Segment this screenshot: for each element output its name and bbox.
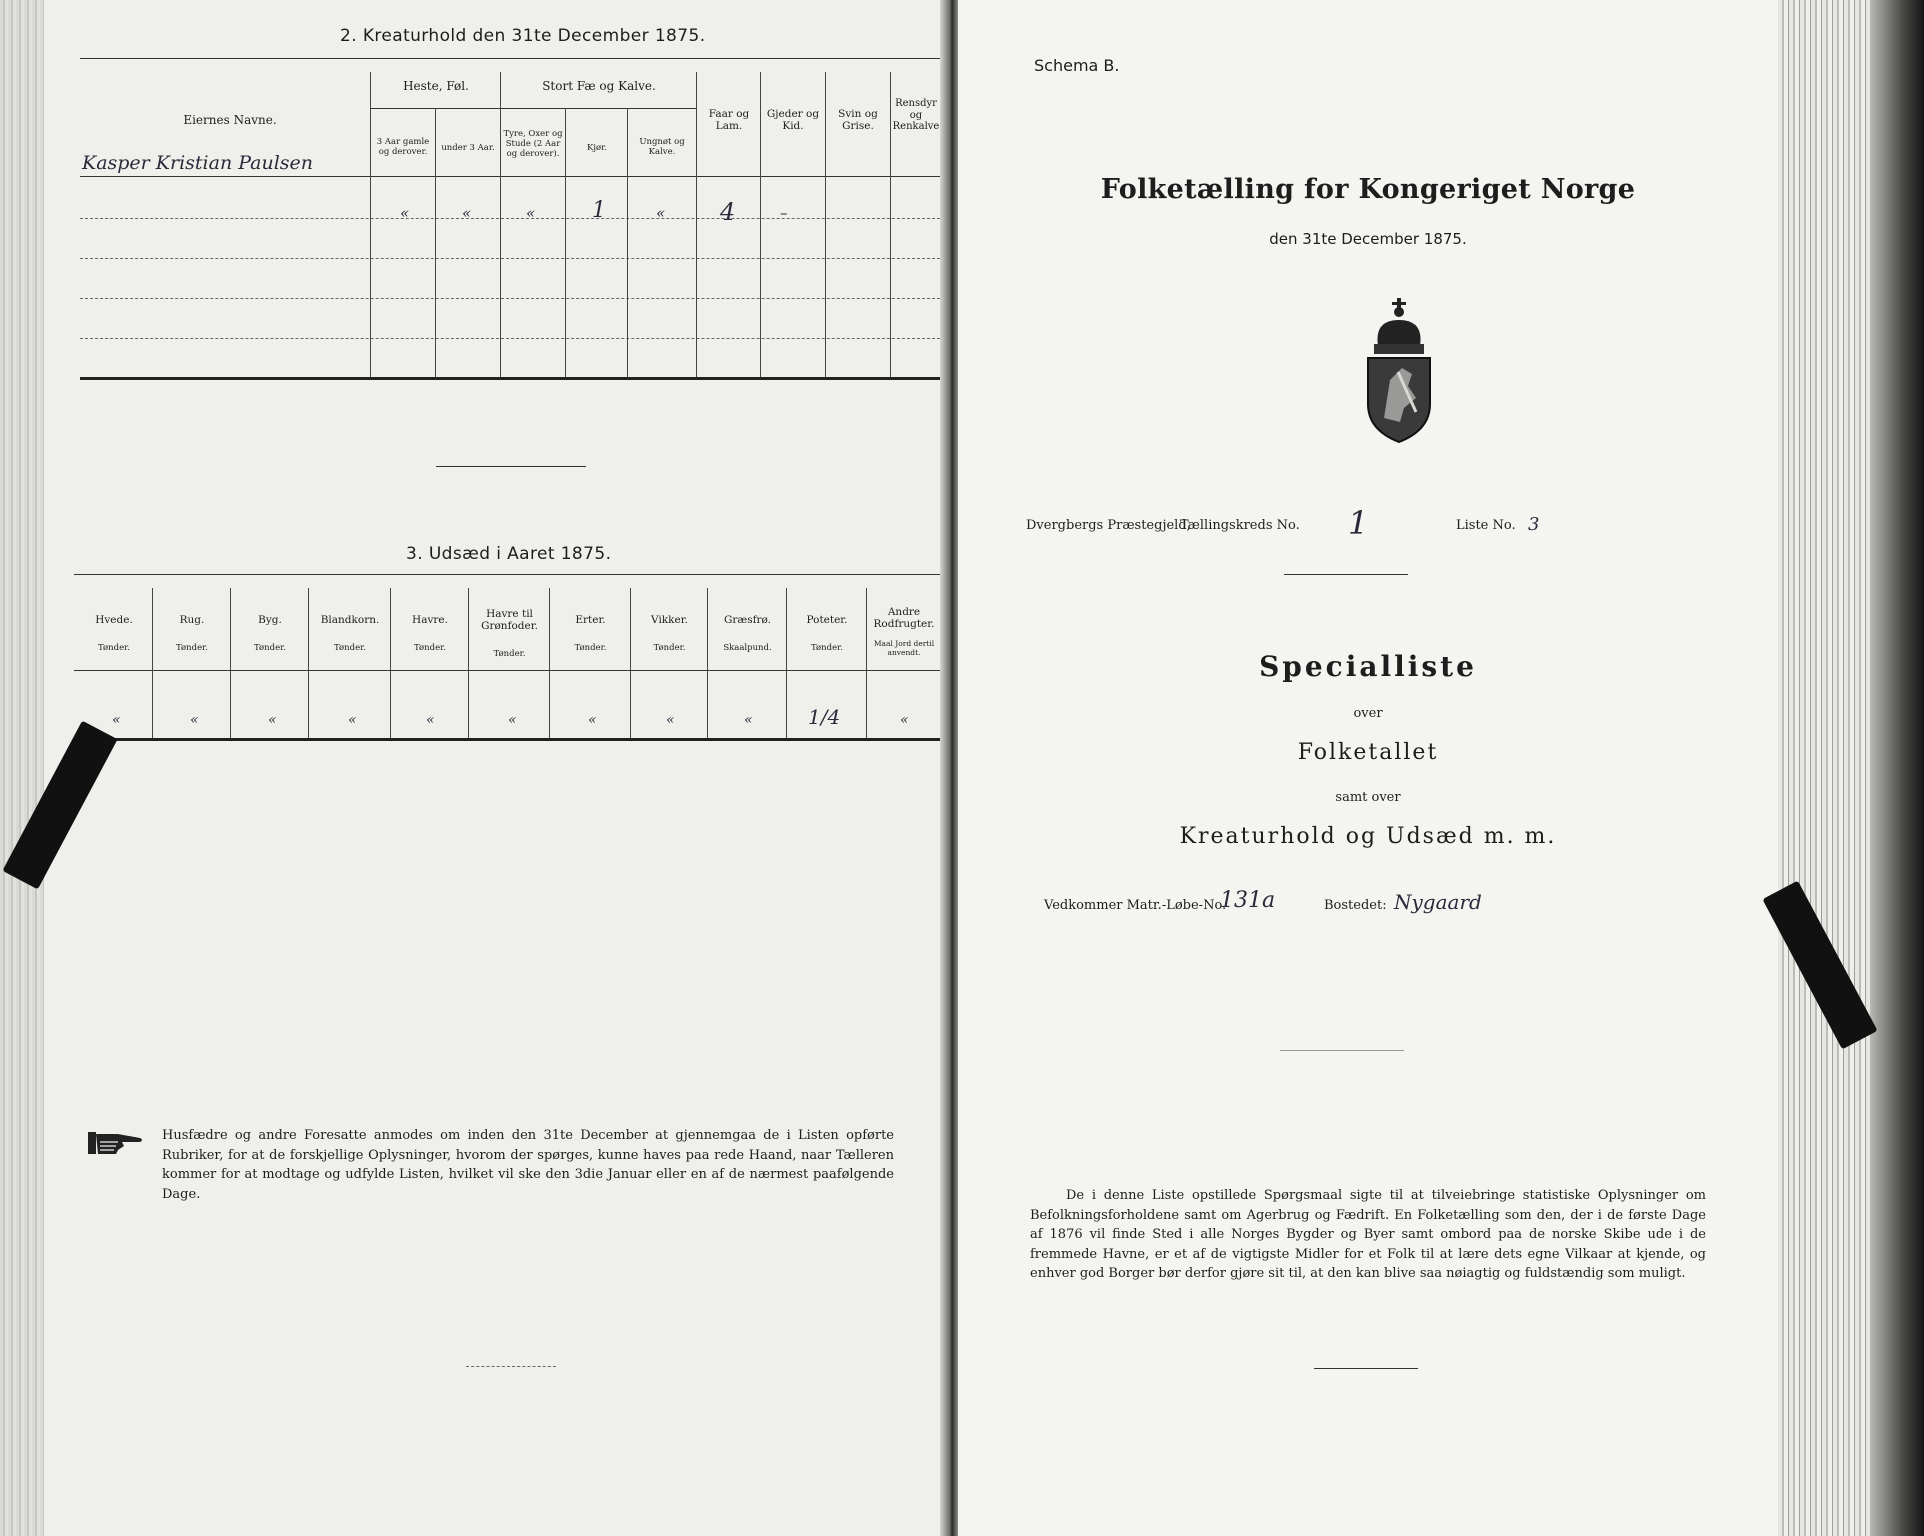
- col-header-rensdyr: Rensdyr og Renkalve: [892, 98, 940, 132]
- tellingskreds-label: Tællingskreds No.: [1180, 518, 1300, 533]
- table2-value-stort-a: «: [526, 204, 536, 222]
- table2-value-ungnot: «: [656, 204, 666, 222]
- udsaed-col-unit-6: Tønder.: [493, 649, 526, 659]
- table2-col-line-8: [825, 72, 826, 377]
- samt-over-label: samt over: [1335, 790, 1401, 805]
- udsaed-col-name-2: Rug.: [179, 614, 205, 626]
- left-page: [0, 0, 948, 1536]
- kreaturhold-label: Kreaturhold og Udsæd m. m.: [1179, 824, 1557, 849]
- tellingskreds-value: 1: [1348, 504, 1369, 542]
- document-date: den 31te December 1875.: [1269, 230, 1467, 248]
- table3-bottom-rule: [74, 738, 940, 741]
- table2-value-gjeder: –: [780, 204, 788, 222]
- udsaed-value-6: «: [508, 712, 517, 728]
- bosted-label: Bostedet:: [1324, 898, 1387, 913]
- udsaed-value-10: 1/4: [808, 705, 841, 729]
- udsaed-col-unit-4: Tønder.: [334, 643, 366, 653]
- udsaed-col-unit-3: Tønder.: [254, 643, 286, 653]
- table3-top-rule: [74, 574, 940, 575]
- table3-col-line-3: [308, 588, 309, 738]
- udsaed-col-name-10: Poteter.: [806, 614, 848, 626]
- col-header-gjeder: Gjeder og Kid.: [766, 108, 820, 133]
- table2-col-line-6: [696, 72, 697, 377]
- udsaed-col-unit-5: Tønder.: [414, 643, 446, 653]
- udsaed-value-5: «: [426, 712, 435, 728]
- udsaed-col-name-11: Andre Rodfrugter.: [873, 606, 935, 631]
- udsaed-value-1: «: [112, 712, 121, 728]
- col-header-heste: Heste, Føl.: [403, 79, 469, 93]
- short-rule-left-1: [436, 466, 586, 467]
- col-header-stort: Stort Fæ og Kalve.: [542, 79, 656, 93]
- udsaed-col-name-9: Græsfrø.: [723, 614, 772, 626]
- section-2-title: 2. Kreaturhold den 31te December 1875.: [340, 26, 706, 46]
- table3-col-line-2: [230, 588, 231, 738]
- udsaed-value-11: «: [900, 712, 909, 728]
- col-header-stort-a: Tyre, Oxer og Stude (2 Aar og derover).: [503, 129, 563, 159]
- table3-col-line-8: [707, 588, 708, 738]
- table2-value-heste-b: «: [462, 204, 472, 222]
- udsaed-value-9: «: [744, 712, 753, 728]
- parish-label: Dvergbergs Præstegjeld,: [1026, 518, 1191, 533]
- owner-name-handwritten: Kasper Kristian Paulsen: [82, 152, 314, 174]
- udsaed-col-unit-10: Tønder.: [811, 643, 843, 653]
- table2-col-line-5: [627, 108, 628, 377]
- table2-value-heste-a: «: [400, 204, 410, 222]
- matr-value: 131a: [1220, 888, 1276, 913]
- udsaed-col-unit-8: Tønder.: [653, 643, 686, 653]
- udsaed-col-unit-1: Tønder.: [98, 643, 130, 653]
- col-header-heste-b: under 3 Aar.: [441, 143, 495, 153]
- short-rule-left-2: [466, 1366, 556, 1367]
- table2-header-rule: [80, 176, 940, 177]
- udsaed-value-7: «: [588, 712, 597, 728]
- udsaed-col-name-8: Vikker.: [651, 614, 688, 626]
- liste-label: Liste No.: [1456, 518, 1516, 533]
- over-label-1: over: [1353, 706, 1383, 721]
- udsaed-col-name-1: Hvede.: [95, 614, 133, 626]
- udsaed-value-8: «: [666, 712, 675, 728]
- table3-col-line-9: [786, 588, 787, 738]
- table3-col-line-4: [390, 588, 391, 738]
- table2-col-line-3: [500, 72, 501, 377]
- page-edge-left: [0, 0, 44, 1536]
- col-header-stort-c: Ungnøt og Kalve.: [639, 137, 685, 157]
- table3-col-line-6: [549, 588, 550, 738]
- table2-value-faar: 4: [720, 198, 736, 226]
- description-text: De i denne Liste opstillede Spørgsmaal sigte til at tilveiebringe statistiske Oplysninger om Befolkningsforholdene samt om Agerbrug og Fædrift. En Folketælling som den, der i de første Dage af 1876 vil finde Sted i alle Norges Bygder og Byer samt ombord paa de norske Skibe ude i de fremmede Havne, er et af de vigtigste Midler for et Folk til at lære dets egne Vilkaar at kjende, og enhver god Borger bør derfor gjøre sit til, at den kan blive saa nøiagtig og fuldstændig som muligt.: [1030, 1188, 1706, 1281]
- table3-header-rule: [74, 670, 940, 671]
- book-cover-edge: [1870, 0, 1924, 1536]
- short-rule-right-3: [1314, 1368, 1418, 1369]
- section-3-title: 3. Udsæd i Aaret 1875.: [406, 544, 612, 564]
- table3-col-line-10: [866, 588, 867, 738]
- folketallet-label: Folketallet: [1297, 740, 1439, 765]
- col-header-faar: Faar og Lam.: [708, 108, 750, 133]
- table3-col-line-7: [630, 588, 631, 738]
- table2-row-rule-3: [80, 298, 940, 299]
- table2-col-line-2: [435, 108, 436, 377]
- short-rule-right-1: [1284, 574, 1408, 575]
- right-page: [958, 0, 1778, 1536]
- udsaed-col-name-5: Havre.: [412, 614, 448, 626]
- coat-of-arms-icon: [1354, 294, 1444, 444]
- table2-value-kjor: 1: [592, 198, 606, 223]
- short-rule-right-2: [1280, 1050, 1404, 1051]
- table2-col-line-7: [760, 72, 761, 377]
- col-header-owner: Eiernes Navne.: [183, 113, 277, 127]
- matr-label: Vedkommer Matr.-Løbe-No.: [1044, 898, 1227, 913]
- document-title: Folketælling for Kongeriget Norge: [1100, 174, 1636, 205]
- specialliste-title: Specialliste: [1259, 650, 1477, 683]
- table2-col-line-1: [370, 72, 371, 377]
- col-header-stort-b: Kjør.: [587, 143, 607, 153]
- table2-row-rule-1: [80, 218, 940, 219]
- table2-col-line-9: [890, 72, 891, 377]
- udsaed-col-name-3: Byg.: [258, 614, 282, 626]
- notice-text: Husfædre og andre Foresatte anmodes om inden den 31te December at gjennemgaa de i Listen opførte Rubriker, for at de forskjellige Oplysninger, hvorom der spørges, kunne haves paa rede Haand, naar Tælleren kommer for at modtage og udfylde Listen, hvilket vil ske den 3die Januar eller en af de nærmest paafølgende Dage.: [162, 1128, 894, 1202]
- udsaed-value-3: «: [268, 712, 277, 728]
- table3-col-line-1: [152, 588, 153, 738]
- table2-row-rule-4: [80, 338, 940, 339]
- table2-row-rule-2: [80, 258, 940, 259]
- table2-bottom-rule: [80, 377, 940, 380]
- bosted-value: Nygaard: [1394, 890, 1482, 914]
- udsaed-col-unit-11: Maal Jord dertil anvendt.: [873, 639, 935, 657]
- udsaed-col-name-7: Erter.: [575, 614, 606, 626]
- udsaed-col-name-4: Blandkorn.: [320, 614, 380, 626]
- schema-label: Schema B.: [1034, 56, 1120, 75]
- stort-subheader-rule: [500, 108, 696, 109]
- udsaed-value-4: «: [348, 712, 357, 728]
- liste-value: 3: [1528, 514, 1540, 535]
- col-header-svin: Svin og Grise.: [838, 108, 878, 133]
- pointing-hand-icon: [88, 1128, 144, 1158]
- udsaed-col-unit-2: Tønder.: [176, 643, 208, 653]
- udsaed-col-name-6: Havre til Grønfoder.: [481, 608, 538, 633]
- table3-col-line-5: [468, 588, 469, 738]
- table2-col-line-4: [565, 108, 566, 377]
- table2-top-rule: [80, 58, 940, 59]
- col-header-heste-a: 3 Aar gamle og derover.: [376, 137, 430, 157]
- udsaed-col-unit-7: Tønder.: [574, 643, 607, 653]
- udsaed-col-unit-9: Skaalpund.: [723, 643, 772, 653]
- udsaed-value-2: «: [190, 712, 199, 728]
